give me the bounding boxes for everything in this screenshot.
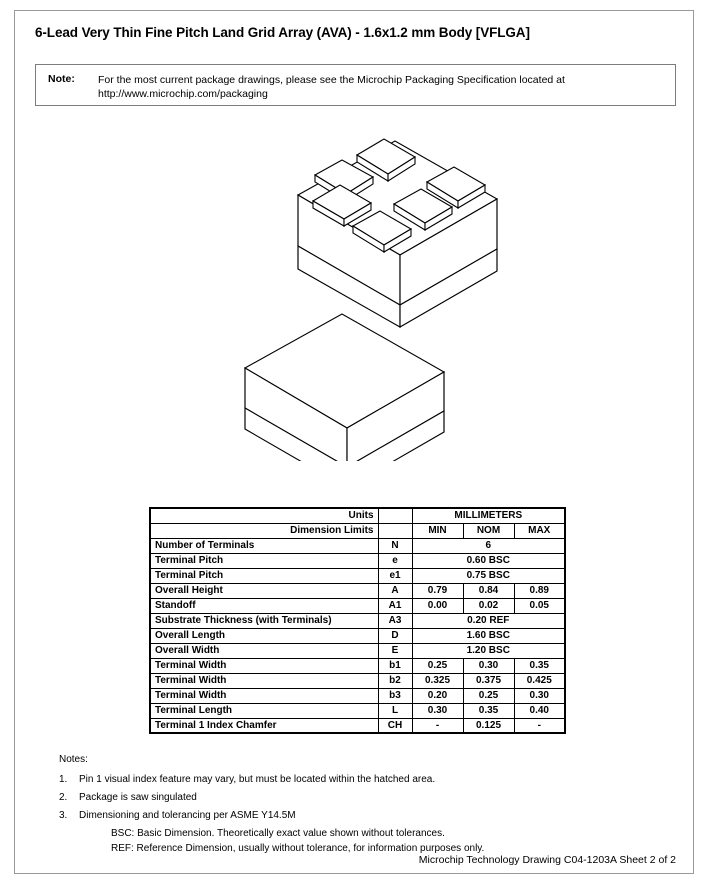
row-description: Terminal Width [150, 673, 378, 688]
row-value-span: 0.75 BSC [412, 568, 565, 583]
table-row [150, 718, 565, 733]
row-description: Terminal Width [150, 688, 378, 703]
drawing-footer: Microchip Technology Drawing C04-1203A Sheet 2 of 2 [418, 854, 676, 866]
row-value-nom: 0.25 [463, 688, 514, 703]
note-line-2: http://www.microchip.com/packaging [98, 88, 268, 100]
package-drawings [15, 111, 693, 461]
row-value-max: 0.89 [514, 583, 565, 598]
dimension-table-body [150, 508, 565, 733]
table-row [150, 538, 565, 553]
row-value-max: 0.425 [514, 673, 565, 688]
note-line-1: For the most current package drawings, please see the Microchip Packaging Specification located at [98, 74, 565, 86]
row-symbol: CH [378, 718, 412, 733]
table-row [150, 598, 565, 613]
row-value-span: 1.60 BSC [412, 628, 565, 643]
row-description: Substrate Thickness (with Terminals) [150, 613, 378, 628]
note-number: 2. [59, 791, 68, 803]
row-value-min: 0.325 [412, 673, 463, 688]
header-limits-symbol-blank [378, 523, 412, 538]
table-row [150, 688, 565, 703]
row-symbol: b1 [378, 658, 412, 673]
row-value-nom: 0.30 [463, 658, 514, 673]
row-description: Number of Terminals [150, 538, 378, 553]
row-value-max: 0.40 [514, 703, 565, 718]
note-item [59, 773, 659, 788]
notes-title: Notes: [59, 754, 88, 765]
row-description: Terminal Pitch [150, 553, 378, 568]
row-description: Overall Height [150, 583, 378, 598]
row-value-min: 0.00 [412, 598, 463, 613]
package-drawing-svg [15, 111, 693, 461]
note-item [59, 809, 659, 824]
page-frame [14, 10, 694, 874]
header-units-label: Units [150, 508, 378, 523]
note-item [59, 791, 659, 806]
header-max: MAX [514, 523, 565, 538]
sub-notes-list [59, 827, 659, 857]
row-value-min: 0.20 [412, 688, 463, 703]
note-text: Dimensioning and tolerancing per ASME Y14.5M [79, 809, 296, 821]
row-description: Terminal Width [150, 658, 378, 673]
row-value-max: - [514, 718, 565, 733]
row-value-span: 1.20 BSC [412, 643, 565, 658]
note-text: Pin 1 visual index feature may vary, but must be located within the hatched area. [79, 773, 436, 785]
row-value-max: 0.30 [514, 688, 565, 703]
row-symbol: A1 [378, 598, 412, 613]
row-value-min: - [412, 718, 463, 733]
note-number: 1. [59, 773, 68, 785]
isometric-bottom-view-with-terminals [298, 139, 497, 327]
row-value-span: 6 [412, 538, 565, 553]
row-description: Standoff [150, 598, 378, 613]
row-symbol: D [378, 628, 412, 643]
row-value-nom: 0.375 [463, 673, 514, 688]
row-description: Terminal 1 Index Chamfer [150, 718, 378, 733]
header-nom: NOM [463, 523, 514, 538]
row-description: Overall Width [150, 643, 378, 658]
row-value-nom: 0.35 [463, 703, 514, 718]
row-symbol: N [378, 538, 412, 553]
row-symbol: A [378, 583, 412, 598]
header-limits-label: Dimension Limits [150, 523, 378, 538]
isometric-top-view-body [245, 314, 444, 461]
note-label: Note: [48, 73, 75, 85]
row-symbol: e1 [378, 568, 412, 583]
row-symbol: A3 [378, 613, 412, 628]
table-header-row-limits [150, 523, 565, 538]
table-row [150, 673, 565, 688]
sub-note: BSC: Basic Dimension. Theoretically exact value shown without tolerances. [111, 827, 445, 839]
row-value-min: 0.79 [412, 583, 463, 598]
row-value-span: 0.60 BSC [412, 553, 565, 568]
notes-list [59, 773, 659, 824]
row-value-span: 0.20 REF [412, 613, 565, 628]
dimension-table [149, 507, 566, 734]
note-box [35, 64, 676, 106]
row-description: Terminal Length [150, 703, 378, 718]
note-text: Package is saw singulated [79, 791, 197, 803]
row-symbol: e [378, 553, 412, 568]
row-symbol: L [378, 703, 412, 718]
row-value-min: 0.25 [412, 658, 463, 673]
table-row [150, 568, 565, 583]
row-symbol: b2 [378, 673, 412, 688]
header-min: MIN [412, 523, 463, 538]
header-units-symbol-blank [378, 508, 412, 523]
row-value-nom: 0.84 [463, 583, 514, 598]
note-text [98, 73, 668, 101]
row-symbol: E [378, 643, 412, 658]
row-value-max: 0.35 [514, 658, 565, 673]
row-description: Terminal Pitch [150, 568, 378, 583]
header-units-value: MILLIMETERS [412, 508, 565, 523]
sub-note: REF: Reference Dimension, usually without tolerance, for information purposes only. [111, 843, 485, 854]
page-title: 6-Lead Very Thin Fine Pitch Land Grid Array (AVA) - 1.6x1.2 mm Body [VFLGA] [35, 25, 530, 40]
table-header-row-units [150, 508, 565, 523]
row-value-nom: 0.02 [463, 598, 514, 613]
table-row [150, 583, 565, 598]
table-row [150, 658, 565, 673]
row-description: Overall Length [150, 628, 378, 643]
row-value-max: 0.05 [514, 598, 565, 613]
table-row [150, 703, 565, 718]
notes-block [59, 753, 659, 858]
table-row [150, 553, 565, 568]
row-value-min: 0.30 [412, 703, 463, 718]
table-row [150, 628, 565, 643]
note-number: 3. [59, 809, 68, 821]
table-row [150, 643, 565, 658]
table-row [150, 613, 565, 628]
row-symbol: b3 [378, 688, 412, 703]
row-value-nom: 0.125 [463, 718, 514, 733]
